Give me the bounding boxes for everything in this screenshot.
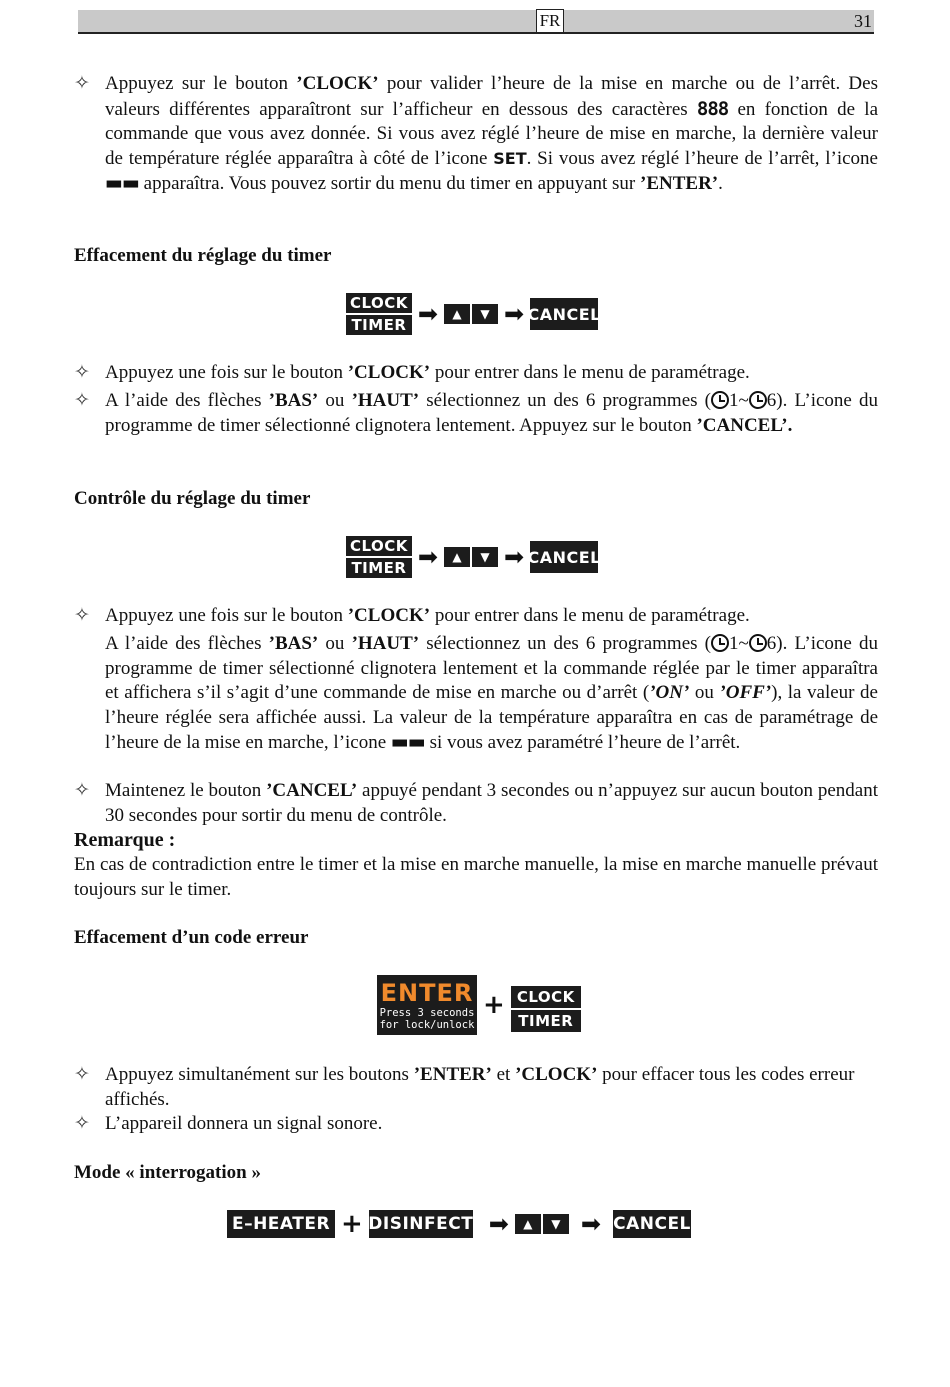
sec2-bullet-1: Appuyez une fois sur le bouton ’CLOCK’ pour entrer dans le menu de paramétrage. [105,605,750,626]
set-icon: SET [493,148,527,168]
sec1-bullet-1: Appuyez une fois sur le bouton ’CLOCK’ pour entrer dans le menu de paramétrage. [105,362,750,383]
sec2-paragraph: A l’aide des flèches ’BAS’ ou ’HAUT’ sélectionnez un des 6 programmes ( 1~ 6). L’icone du programme de timer sélectionné clignotera lentement et la commande réglée par le timer apparaîtra et affichera s’il s’agit d’une commande de mise en marche ou d’arrêt (’ON’ ou ’OFF’), la valeur de l’heure réglée sera affichée aussi. La valeur de la température apparaîtra en cas de paramétrage de l’heure de la mise en marche, l’icone ▬▬ si vous avez paramétré l’heure de l’arrêt. [105,633,878,753]
heading-query-mode: Mode « interrogation » [74,1162,261,1183]
bullet-icon: ✧ [74,362,90,383]
arrow-right-icon: ➡ [417,543,439,571]
cancel-button: CANCEL [530,298,598,330]
plus-icon: + [341,1209,363,1239]
cancel-button: CANCEL [613,1210,691,1238]
bullet-icon: ✧ [74,605,90,626]
e-heater-button: E–HEATER [227,1210,335,1238]
heading-clear-error: Effacement d’un code erreur [74,927,309,948]
heading-clear-timer: Effacement du réglage du timer [74,245,332,266]
heading-check-timer: Contrôle du réglage du timer [74,488,311,509]
enter-button: ENTER Press 3 seconds for lock/unlock [377,975,477,1035]
dash-icon: ▬▬ [105,172,139,194]
clock-icon [711,391,729,409]
clock-timer-button: CLOCK TIMER [511,986,581,1032]
button-sequence-check [346,536,601,578]
button-sequence-clear [346,293,601,335]
sec3-bullet-2: L’appareil donnera un signal sonore. [105,1113,383,1134]
sec2-bullet-2: Maintenez le bouton ’CANCEL’ appuyé pendant 3 secondes ou n’appuyez sur aucun bouton pendant 30 secondes pour sortir du menu de contrôle. [105,780,878,826]
down-button: ▼ [472,547,498,567]
clock-icon [711,634,729,652]
language-label: FR [536,9,564,33]
button-sequence-query [227,1209,691,1239]
clock-icon [749,391,767,409]
clock-icon [749,634,767,652]
remark-text: En cas de contradiction entre le timer et la mise en marche manuelle, la mise en marche manuelle prévaut toujours sur le timer. [74,854,878,900]
disinfect-button: DISINFECT [369,1210,473,1238]
page-header [78,10,874,34]
segment-display-icon: 888 [696,97,729,120]
sec1-bullet-2: A l’aide des flèches ’BAS’ ou ’HAUT’ sélectionnez un des 6 programmes ( 1~ 6). L’icone du programme de timer sélectionné clignotera lentement. Appuyez sur le bouton ’CANCEL’. [105,390,878,436]
up-button: ▲ [444,304,470,324]
bullet-icon: ✧ [74,780,90,801]
button-combo-error [377,975,581,1035]
intro-paragraph: Appuyez sur le bouton ’CLOCK’ pour valider l’heure de la mise en marche ou de l’arrêt. Des valeurs différentes apparaîtront sur l’afficheur en dessous des caractères 888 en fonction de la commande que vous avez donnée. Si vous avez réglé l’heure de mise en marche, la dernière valeur de température réglée apparaîtra à côté de l’icone SET. Si vous avez réglé l’heure de l’arrêt, l’icone ▬▬ apparaîtra. Vous pouvez sortir du menu du timer en appuyant sur ’ENTER’. [105,73,878,194]
arrow-right-icon: ➡ [580,1210,602,1238]
dash-icon: ▬▬ [390,731,425,753]
sec3-bullet-1: Appuyez simultanément sur les boutons ’ENTER’ et ’CLOCK’ pour effacer tous les codes erreur affichés. [105,1064,855,1110]
plus-icon: + [483,990,505,1020]
bullet-icon: ✧ [74,1064,90,1085]
arrow-right-icon: ➡ [488,1210,509,1238]
cancel-button: CANCEL [530,541,598,573]
clock-timer-button: CLOCK TIMER [346,293,412,335]
arrow-right-icon: ➡ [417,300,439,328]
arrow-right-icon: ➡ [504,543,525,571]
up-button: ▲ [515,1214,541,1234]
remark-title: Remarque : [74,829,176,851]
bullet-icon: ✧ [74,1113,90,1134]
down-button: ▼ [472,304,498,324]
bullet-icon: ✧ [74,73,90,94]
down-button: ▼ [543,1214,569,1234]
bullet-icon: ✧ [74,390,90,411]
up-button: ▲ [444,547,470,567]
clock-timer-button: CLOCK TIMER [346,536,412,578]
arrow-right-icon: ➡ [504,300,525,328]
page-number: 31 [854,11,872,31]
